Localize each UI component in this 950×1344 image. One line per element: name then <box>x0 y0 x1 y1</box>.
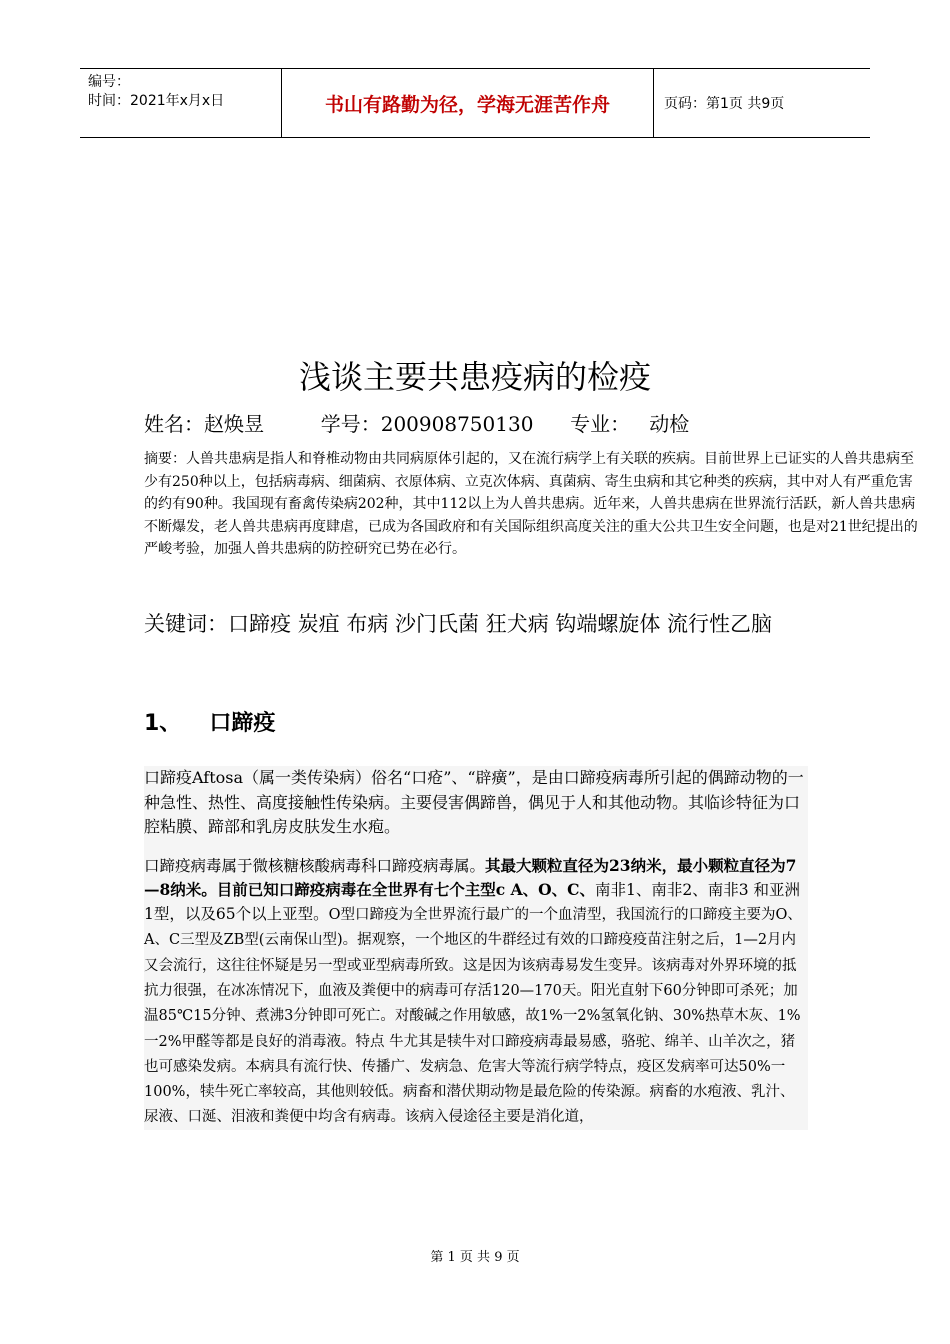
header-meta <box>80 69 282 137</box>
keywords: 关键词：口蹄疫 炭疽 布病 沙门氏菌 狂犬病 钩端螺旋体 流行性乙脑 <box>144 612 773 636</box>
page-header <box>80 68 870 138</box>
section-heading <box>144 706 275 737</box>
number-label: 编号： <box>88 74 130 90</box>
abstract: 摘要：人兽共患病是指人和脊椎动物由共同病原体引起的，又在流行病学上有关联的疾病。目前世界上已证实的人兽共患病至少有250种以上，包括病毒病、细菌病、衣原体病、立克次体病、真菌病、寄生虫病和其它种类的疾病，其中对人有严重危害的约有90种。我国现有畜禽传染病202种，其中112以上为人兽共患病。近年来，人兽共患病在世界流行活跃，新人兽共患病不断爆发，老人兽共患病再度肆虐，已成为各国政府和有关国际组织高度关注的重大公共卫生安全问题，也是对21世纪提出的严峻考验，加强人兽共患病的防控研究已势在必行。 <box>144 451 918 557</box>
author-name: 姓名：赵焕昱 <box>144 412 264 436</box>
page-footer: 第 1 页 共 9 页 <box>430 1250 520 1265</box>
paragraph-virus-part3: 南非1、南非2、南非3 和亚洲1型，以及65个以上亚型。 <box>144 880 801 924</box>
section-body <box>144 766 808 1130</box>
header-page-code: 页码：第1页 共9页 <box>664 96 785 112</box>
paragraph-virus-part4: O型口蹄疫为全世界流行最广的一个血清型，我国流行的口蹄疫主要为O、A、C三型及ZB型(云南保山型)。据观察，一个地区的牛群经过有效的口蹄疫疫苗注射之后，1—2月内又会流行，这往往怀疑是另一型或亚型病毒所致。这是因为该病毒易发生变异。该病毒对外界环境的抵抗力很强，在冰冻情况下，血液及粪便中的病毒可存活120—170天。阳光直射下60分钟即可杀死；加温85℃15分钟、煮沸3分钟即可死亡。对酸碱之作用敏感，故1%一2%氢氧化钠、30%热草木灰、1%一2%甲醛等都是良好的消毒液。特点 牛尤其是犊牛对口蹄疫病毒最易感，骆驼、绵羊、山羊次之，猪也可感染发病。本病具有流行快、传播广、发病急、危害大等流行病学特点，疫区发病率可达50%一100%，犊牛死亡率较高，其他则较低。病畜和潜伏期动物是最危险的传染源。病畜的水疱液、乳汁、尿液、口涎、泪液和粪便中均含有病毒。该病入侵途径主要是消化道， <box>144 907 802 1126</box>
section-title: 口蹄疫 <box>209 711 276 736</box>
document-title: 浅谈主要共患疫病的检疫 <box>298 358 651 396</box>
paragraph-virus <box>144 854 808 1130</box>
paragraph-intro: 口蹄疫Aftosa（属一类传染病）俗名“口疮”、“辟癀”，是由口蹄疫病毒所引起的偶蹄动物的一种急性、热性、高度接触性传染病。主要侵害偶蹄兽，偶见于人和其他动物。其临诊特征为口腔粘膜、蹄部和乳房皮肤发生水疱。 <box>144 768 804 836</box>
header-motto: 书山有路勤为径，学海无涯苦作舟 <box>282 69 654 137</box>
paragraph-virus-part1: 口蹄疫病毒属于微核糖核酸病毒科口蹄疫病毒属。 <box>144 856 486 875</box>
paragraph-virus-bold: 其最大颗粒直径为23纳米，最小颗粒直径为7—8纳米。目前已知口蹄疫病毒在全世界有七个主型c A、O、C、 <box>144 855 797 899</box>
major: 专业： 动检 <box>570 412 690 436</box>
author-line <box>144 408 689 437</box>
section-number: 1、 <box>144 711 182 736</box>
student-id: 学号：200908750130 <box>320 412 534 436</box>
time-label: 时间：2021年x月x日 <box>88 93 225 109</box>
